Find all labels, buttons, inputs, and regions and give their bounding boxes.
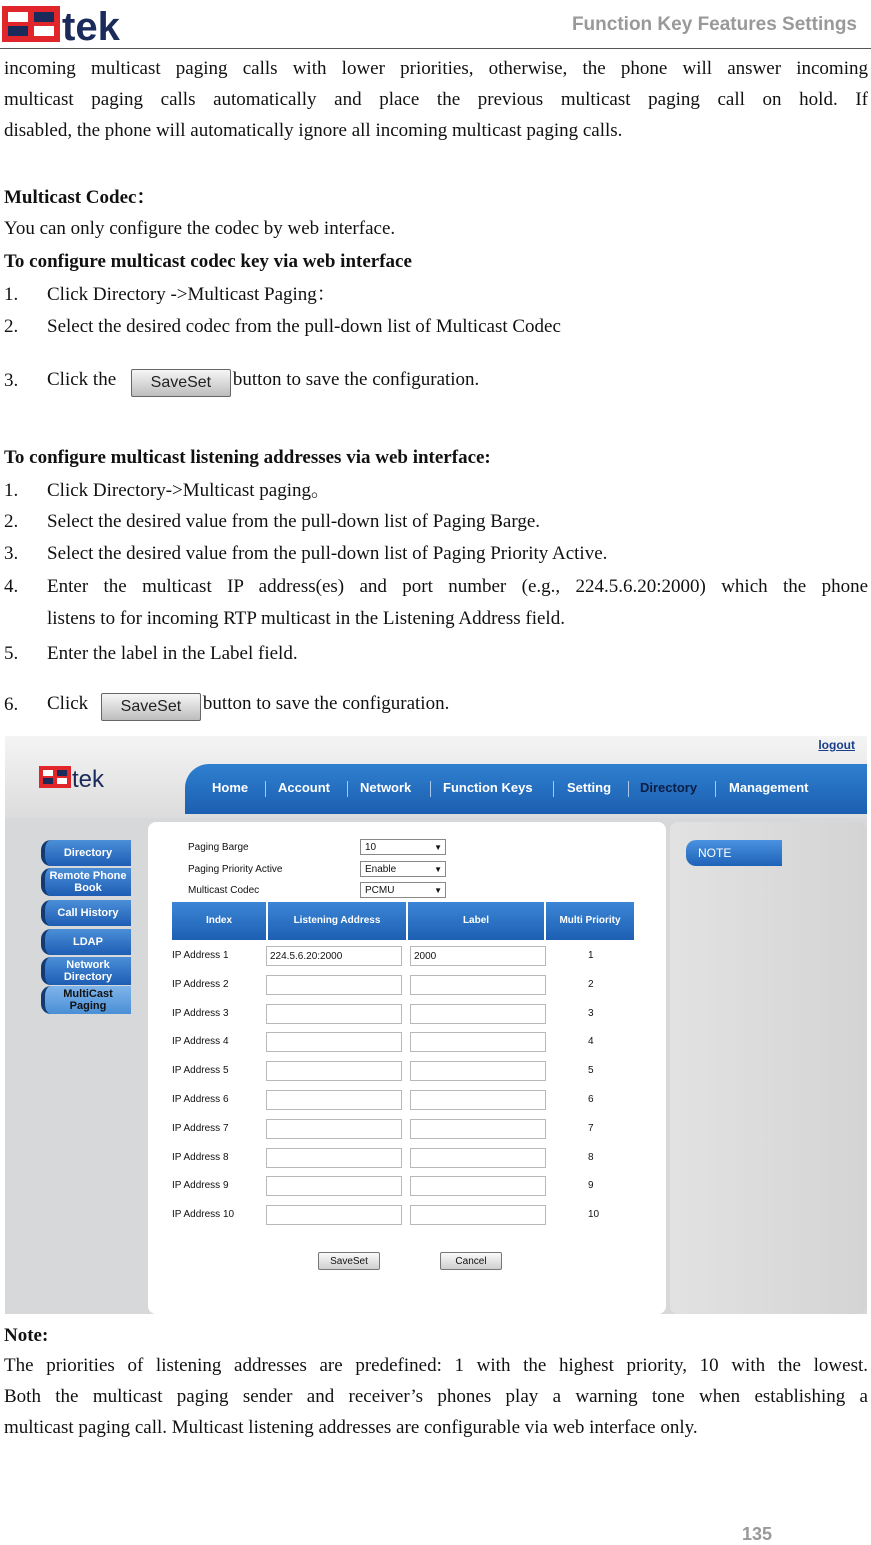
note-badge: NOTE: [686, 840, 782, 866]
priority-active-label: Paging Priority Active: [188, 864, 283, 875]
nav-function-keys[interactable]: Function Keys: [443, 780, 533, 795]
row-priority: 6: [588, 1094, 594, 1105]
htek-logo: [2, 4, 192, 44]
step-number: 4.: [4, 576, 19, 597]
row-priority: 9: [588, 1180, 594, 1192]
nav-account[interactable]: Account: [278, 780, 330, 795]
step-number: 1.: [4, 284, 19, 305]
sidebar-item-remote-phone-book[interactable]: Remote Phone Book: [41, 868, 131, 896]
listening-address-input[interactable]: [266, 1148, 402, 1168]
codec-step-3: [47, 358, 868, 402]
sidebar: [5, 822, 143, 1314]
intro-line: multicast paging calls automatically and place the previous multicast paging call on hold. If: [4, 89, 868, 110]
row-priority: 3: [588, 1007, 594, 1019]
paging-barge-label: Paging Barge: [188, 842, 249, 853]
step-number: 6.: [4, 694, 19, 715]
listen-step-5: Enter the label in the Label field.: [47, 643, 298, 664]
note-line: The priorities of listening addresses are predefined: 1 with the highest priority, 10 with the lowest.: [4, 1355, 868, 1376]
codec-step-1: Click Directory ->Multicast Paging：: [47, 284, 336, 305]
row-index: IP Address 5: [172, 1065, 229, 1077]
note-panel: [670, 822, 867, 1314]
col-header-multi-priority: Multi Priority: [546, 902, 634, 940]
row-priority: 7: [588, 1122, 594, 1134]
page-header: [0, 0, 871, 49]
multicast-paging-form: [148, 822, 666, 1314]
step-number: 2.: [4, 316, 19, 337]
save-button[interactable]: SaveSet: [318, 1252, 380, 1270]
nav-divider: [265, 781, 266, 797]
top-nav: [185, 764, 867, 814]
step-text: button to save the configuration.: [202, 693, 450, 714]
row-index: IP Address 1: [172, 950, 229, 961]
listen-step-6: [47, 682, 868, 726]
listening-address-input[interactable]: [266, 1119, 402, 1139]
row-index: IP Address 2: [172, 978, 229, 990]
nav-setting[interactable]: Setting: [567, 780, 612, 795]
listen-heading: To configure multicast listening addresses via web interface:: [4, 447, 491, 468]
multicast-codec-select[interactable]: PCMU ▼: [360, 882, 446, 898]
row-index: IP Address 7: [172, 1122, 229, 1134]
label-input[interactable]: [410, 1090, 546, 1110]
row-priority: 8: [588, 1151, 594, 1163]
step-text: listens to for incoming RTP multicast in the Listening Address field.: [47, 608, 565, 629]
nav-divider: [347, 781, 348, 797]
step-number: 1.: [4, 480, 19, 501]
nav-divider: [430, 781, 431, 797]
step-text: Enter the multicast IP address(es) and port number (e.g., 224.5.6.20:2000) which the phone: [47, 576, 868, 597]
listening-address-input[interactable]: [266, 1090, 402, 1110]
svg-text:tek: tek: [62, 5, 120, 44]
listen-step-2: Select the desired value from the pull-down list of Paging Barge.: [47, 511, 541, 532]
web-ui-header: [5, 736, 867, 818]
label-input[interactable]: [410, 975, 546, 995]
web-ui-screenshot: [5, 736, 867, 1314]
step-number: 2.: [4, 511, 19, 532]
label-input[interactable]: [410, 1119, 546, 1139]
row-index: IP Address 3: [172, 1007, 229, 1019]
nav-home[interactable]: Home: [212, 780, 249, 795]
listen-step-4: [47, 571, 868, 635]
row-priority: 4: [588, 1036, 594, 1048]
listening-address-input[interactable]: [266, 1032, 402, 1052]
col-header-index: Index: [172, 902, 266, 940]
intro-line: disabled, the phone will automatically ignore all incoming multicast paging calls.: [4, 120, 623, 141]
codec-description: You can only configure the codec by web interface.: [4, 218, 396, 239]
label-input[interactable]: [410, 1205, 546, 1225]
codec-procedure-heading: To configure multicast codec key via web interface: [4, 251, 412, 272]
page-number: 135: [742, 1524, 773, 1544]
nav-directory[interactable]: Directory: [640, 780, 698, 795]
listen-step-1: Click Directory->Multicast paging。: [47, 480, 330, 501]
sidebar-item-call-history[interactable]: Call History: [41, 900, 131, 926]
sidebar-item-multicast-paging[interactable]: MultiCast Paging: [41, 986, 131, 1014]
nav-divider: [628, 781, 629, 797]
listening-address-input[interactable]: 224.5.6.20:2000: [266, 946, 402, 966]
note-line: Both the multicast paging sender and receiver’s phones play a warning tone when establishing a: [4, 1386, 868, 1407]
row-index: IP Address 9: [172, 1180, 229, 1192]
note-paragraph: [4, 1350, 868, 1443]
nav-divider: [553, 781, 554, 797]
label-input[interactable]: [410, 1148, 546, 1168]
row-index: IP Address 8: [172, 1151, 229, 1163]
row-index: IP Address 4: [172, 1036, 229, 1048]
listening-address-input[interactable]: [266, 1004, 402, 1024]
nav-divider: [715, 781, 716, 797]
row-priority: 2: [588, 978, 594, 990]
row-priority: 10: [588, 1209, 600, 1221]
row-index: IP Address 6: [172, 1094, 229, 1105]
sidebar-item-network-directory[interactable]: Network Directory: [41, 957, 131, 985]
label-input[interactable]: [410, 1032, 546, 1052]
nav-network[interactable]: Network: [360, 780, 412, 795]
paging-barge-select[interactable]: 10 ▼: [360, 839, 446, 855]
sidebar-item-directory[interactable]: Directory: [41, 840, 131, 866]
cancel-button[interactable]: Cancel: [440, 1252, 502, 1270]
step-number: 3.: [4, 543, 19, 564]
row-priority: 5: [588, 1065, 594, 1077]
intro-line: incoming multicast paging calls with lower priorities, otherwise, the phone will answer incoming: [4, 58, 868, 79]
listening-address-input[interactable]: [266, 1205, 402, 1225]
row-priority: 1: [588, 950, 594, 961]
row-index: IP Address 10: [172, 1209, 235, 1221]
multicast-codec-label: Multicast Codec: [188, 885, 260, 896]
priority-active-select[interactable]: Enable ▼: [360, 861, 446, 877]
listening-address-input[interactable]: [266, 975, 402, 995]
note-heading: Note:: [4, 1325, 49, 1346]
htek-logo: [39, 764, 149, 790]
label-input[interactable]: [410, 1176, 546, 1196]
step-text: Click the: [47, 369, 117, 390]
logout-link[interactable]: logout: [818, 738, 855, 752]
listening-address-input[interactable]: [266, 1061, 402, 1081]
label-input[interactable]: [410, 1004, 546, 1024]
listening-address-input[interactable]: [266, 1176, 402, 1196]
listen-step-3: Select the desired value from the pull-down list of Paging Priority Active.: [47, 543, 608, 564]
step-text: button to save the configuration.: [232, 369, 480, 390]
header-title: Function Key Features Settings: [571, 14, 857, 35]
label-input[interactable]: [410, 1061, 546, 1081]
intro-paragraph: [4, 53, 868, 146]
step-text: Click: [47, 693, 89, 714]
sidebar-item-ldap[interactable]: LDAP: [41, 929, 131, 955]
col-header-listening-address: Listening Address: [268, 902, 406, 940]
step-number: 3.: [4, 370, 19, 391]
col-header-label: Label: [408, 902, 544, 940]
saveset-button-image: SaveSet: [101, 693, 201, 721]
note-line: multicast paging call. Multicast listening addresses are configurable via web interface only.: [4, 1417, 698, 1438]
codec-step-2: Select the desired codec from the pull-down list of Multicast Codec: [47, 316, 561, 337]
step-number: 5.: [4, 643, 19, 664]
nav-management[interactable]: Management: [729, 780, 809, 795]
label-input[interactable]: 2000: [410, 946, 546, 966]
svg-text:tek: tek: [72, 766, 105, 790]
codec-heading: Multicast Codec：: [4, 187, 156, 208]
saveset-button-image: SaveSet: [131, 369, 231, 397]
